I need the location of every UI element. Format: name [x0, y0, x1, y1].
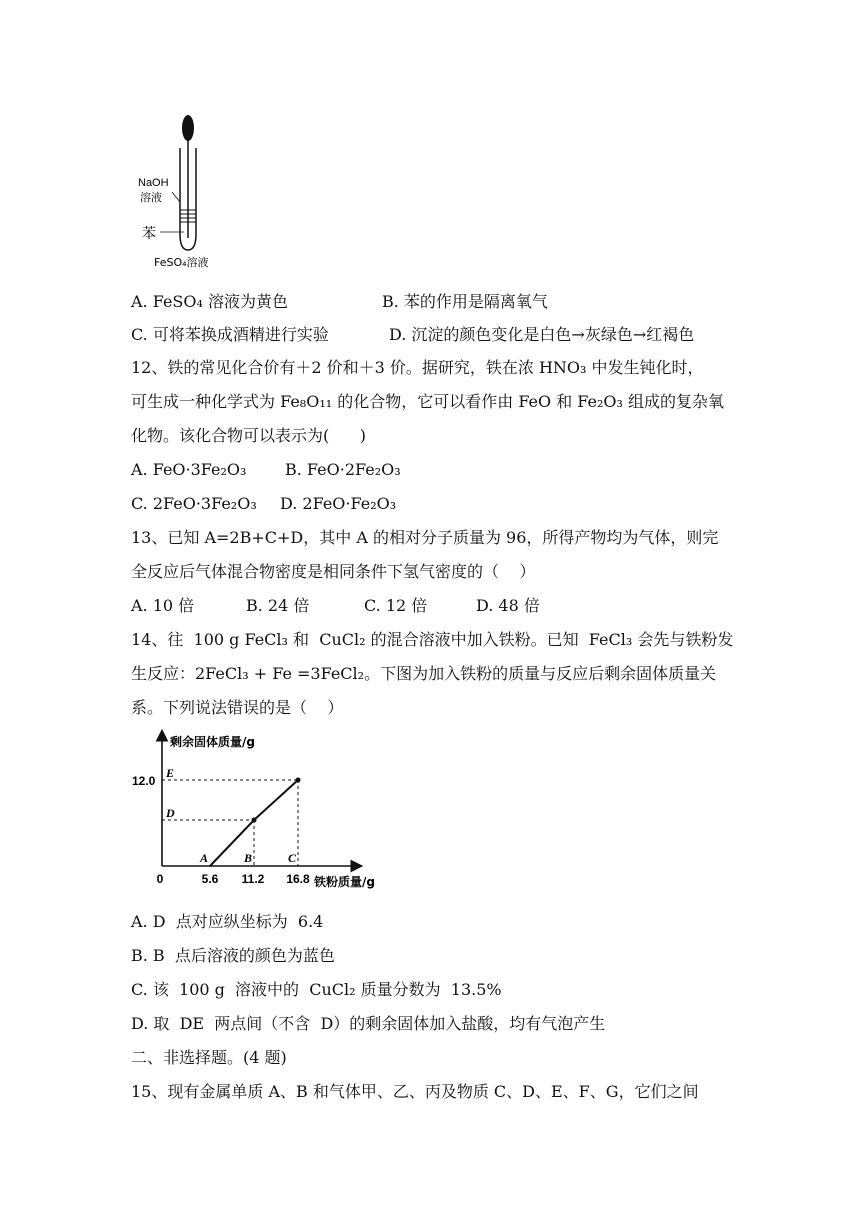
- q11-option-c: C. 可将苯换成酒精进行实验: [131, 325, 329, 344]
- test-tube-figure: [136, 114, 236, 274]
- x-tick-16.8: 16.8: [286, 872, 310, 886]
- x-tick-0: 0: [156, 872, 164, 886]
- label-a: A: [200, 851, 209, 865]
- q11-option-a: A. FeSO₄ 溶液为黄色: [131, 292, 289, 311]
- q12-option-d: D. 2FeO·Fe₂O₃: [280, 494, 397, 513]
- label-b: B: [244, 851, 253, 865]
- q13-option-a: A. 10 倍: [131, 596, 195, 615]
- q13-option-c: C. 12 倍: [364, 596, 428, 615]
- q13-option-d: D. 48 倍: [476, 596, 540, 615]
- q11-option-d: D. 沉淀的颜色变化是白色→灰绿色→红褐色: [389, 325, 695, 344]
- benzene-label: 苯: [142, 226, 156, 242]
- label-c: C: [288, 851, 297, 865]
- dropper-bulb: [182, 115, 194, 141]
- feso4-label: FeSO₄溶液: [154, 256, 209, 269]
- q14-option-d: D. 取 DE 两点间（不含 D）的剩余固体加入盐酸，均有气泡产生: [131, 1014, 606, 1033]
- q12-option-a: A. FeO·3Fe₂O₃: [131, 460, 247, 479]
- q12-option-b: B. FeO·2Fe₂O₃: [285, 460, 401, 479]
- section-heading: 二、非选择题。(4 题): [131, 1048, 287, 1067]
- q13-stem-line2: 全反应后气体混合物密度是相同条件下氢气密度的（ ）: [131, 562, 536, 581]
- naoh-label-1: NaOH: [138, 177, 169, 189]
- q12-stem-line1: 12、铁的常见化合价有＋2 价和＋3 价。据研究，铁在浓 HNO₃ 中发生钝化时，: [131, 358, 704, 377]
- y-tick-12: 12.0: [132, 774, 156, 788]
- x-axis-label: 铁粉质量/g: [314, 875, 375, 889]
- q14-stem-line2: 生反应：2FeCl₃ + Fe =3FeCl₂。下图为加入铁粉的质量与反应后剩余固体质量关: [131, 664, 717, 683]
- q14-option-b: B. B 点后溶液的颜色为蓝色: [131, 946, 335, 965]
- x-tick-5.6: 5.6: [201, 872, 219, 886]
- q12-stem-line3: 化物。该化合物可以表示为( ): [131, 426, 367, 445]
- point-b: [252, 818, 257, 823]
- q14-option-a: A. D 点对应纵坐标为 6.4: [131, 912, 324, 931]
- label-d: D: [166, 806, 175, 820]
- y-axis-label: 剩余固体质量/g: [170, 735, 255, 749]
- q14-stem-line3: 系。下列说法错误的是（ ）: [131, 698, 344, 717]
- q14-option-c: C. 该 100 g 溶液中的 CuCl₂ 质量分数为 13.5%: [131, 980, 502, 999]
- label-e: E: [166, 766, 175, 780]
- q15-stem-line1: 15、现有金属单质 A、B 和气体甲、乙、丙及物质 C、D、E、F、G，它们之间: [131, 1082, 699, 1101]
- q14-chart: [128, 728, 400, 896]
- q13-option-b: B. 24 倍: [246, 596, 310, 615]
- point-e: [296, 778, 301, 783]
- naoh-label-2: 溶液: [140, 191, 162, 204]
- q13-stem-line1: 13、已知 A=2B+C+D，其中 A 的相对分子质量为 96，所得产物均为气体，则完: [131, 528, 719, 547]
- q12-option-c: C. 2FeO·3Fe₂O₃: [131, 494, 257, 513]
- q12-stem-line2: 可生成一种化学式为 Fe₈O₁₁ 的化合物，它可以看作由 FeO 和 Fe₂O₃ 组成的复杂氧: [131, 392, 725, 411]
- q14-stem-line1: 14、往 100 g FeCl₃ 和 CuCl₂ 的混合溶液中加入铁粉。已知 FeCl₃ 会先与铁粉发: [131, 630, 734, 649]
- q11-option-b: B. 苯的作用是隔离氧气: [382, 292, 548, 311]
- x-tick-11.2: 11.2: [241, 872, 265, 886]
